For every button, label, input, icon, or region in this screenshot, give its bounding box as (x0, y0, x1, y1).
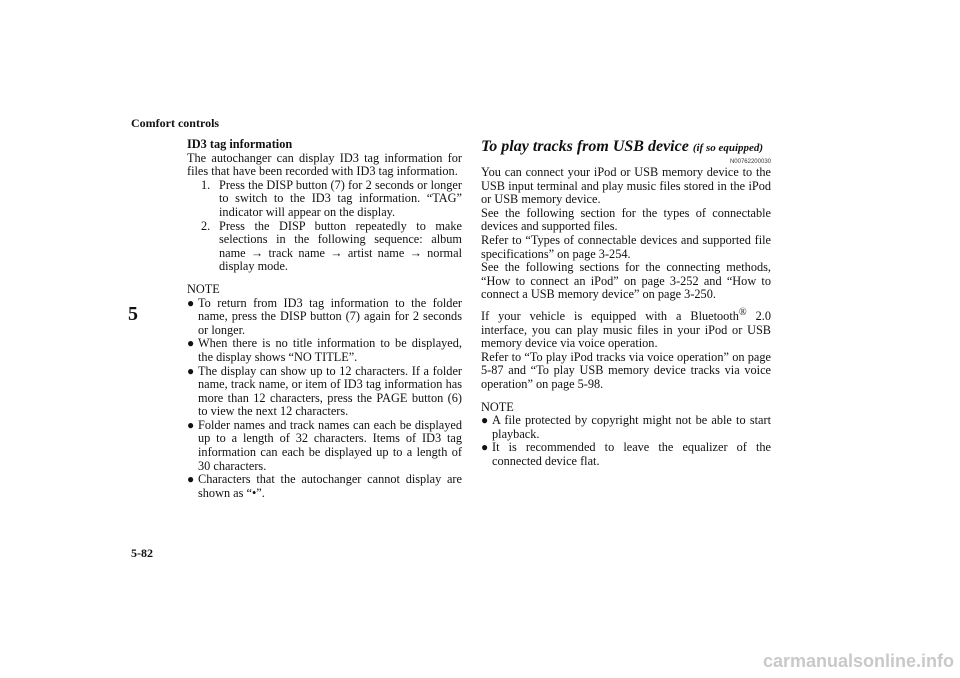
note-text: Folder names and track names can each be displayed up to a length of 32 characters. Items of ID3 tag information can each be displayed up to a length of 30 characters. (198, 417, 462, 473)
bullet-icon: ● (187, 472, 195, 487)
usb-paragraph: Refer to “Types of connectable devices and supported file specifications” on page 3-254. (481, 232, 771, 261)
note-text: A file protected by copyright might not be able to start playback. (492, 413, 771, 441)
bullet-icon: ● (187, 363, 195, 378)
section-title-suffix: (if so equipped) (692, 142, 764, 154)
section-title (481, 138, 771, 157)
bluetooth-paragraph (481, 306, 771, 351)
chapter-number: 5 (128, 303, 138, 325)
note-text: It is recommended to leave the equalizer of the connected device flat. (492, 440, 771, 468)
running-header: Comfort controls (131, 116, 220, 130)
note-bullet (187, 419, 462, 473)
bullet-icon: ● (481, 440, 489, 455)
voice-reference: Refer to “To play iPod tracks via voice operation” on page 5-87 and “To play USB memory device tracks via voice operation” on page 5-98. (481, 349, 771, 391)
step-number: 2. (201, 218, 211, 233)
note-text: To return from ID3 tag information to the folder name, press the DISP button (7) again for 2 seconds or longer. (198, 295, 462, 337)
usb-paragraph: See the following section for the types of connectable devices and supported files. (481, 205, 771, 234)
section-code: N00762200030 (729, 159, 771, 165)
note-bullet (187, 365, 462, 419)
step-text: Press the DISP button repeatedly to make selections in the following sequence: album name → track name → artist name → normal display mode. (219, 218, 462, 274)
bullet-icon: ● (187, 417, 195, 432)
note-bullet (187, 297, 462, 338)
step-item (187, 220, 462, 274)
note-text: The display can show up to 12 characters. If a folder name, track name, or item of ID3 tag information has more than 12 characters, press the PAGE button (6) to view the next 12 characters. (198, 363, 462, 419)
bullet-icon: ● (481, 413, 489, 428)
id3-intro: The autochanger can display ID3 tag information for files that have been recorded with ID3 tag information. (187, 150, 462, 179)
right-column (481, 138, 771, 469)
step-item (187, 179, 462, 220)
note-bullet (187, 337, 462, 364)
note-bullet (187, 473, 462, 500)
watermark: carmanualsonline.info (762, 651, 954, 671)
bullet-icon: ● (187, 336, 195, 351)
registered-mark: ® (738, 306, 747, 318)
usb-paragraph: You can connect your iPod or USB memory device to the USB input terminal and play music files stored in the iPod or USB memory device. (481, 165, 771, 207)
note-bullet (481, 441, 771, 468)
step-text: Press the DISP button (7) for 2 seconds or longer to switch to the ID3 tag information. “TAG” indicator will appear on the display. (219, 177, 462, 219)
section-title-main: To play tracks from USB device (481, 138, 689, 155)
usb-paragraph: See the following sections for the connecting methods, “How to connect an iPod” on page 3-252 and “How to connect a USB memory device” on page 3-250. (481, 260, 771, 302)
note-bullet (481, 414, 771, 441)
bluetooth-text-a: If your vehicle is equipped with a Bluetooth (481, 309, 739, 324)
left-column (187, 138, 462, 500)
id3-heading: ID3 tag information (187, 137, 293, 151)
step-number: 1. (201, 177, 211, 192)
bullet-icon: ● (187, 295, 195, 310)
page-number: 5-82 (131, 546, 153, 560)
note-label: NOTE (187, 281, 220, 296)
note-text: Characters that the autochanger cannot display are shown as “•”. (198, 472, 462, 500)
note-text: When there is no title information to be displayed, the display shows “NO TITLE”. (198, 336, 462, 364)
note-label: NOTE (481, 399, 514, 414)
bluetooth-text-b: 2.0 interface, you can play music files in your iPod or USB memory device via voice operation. (481, 309, 771, 351)
